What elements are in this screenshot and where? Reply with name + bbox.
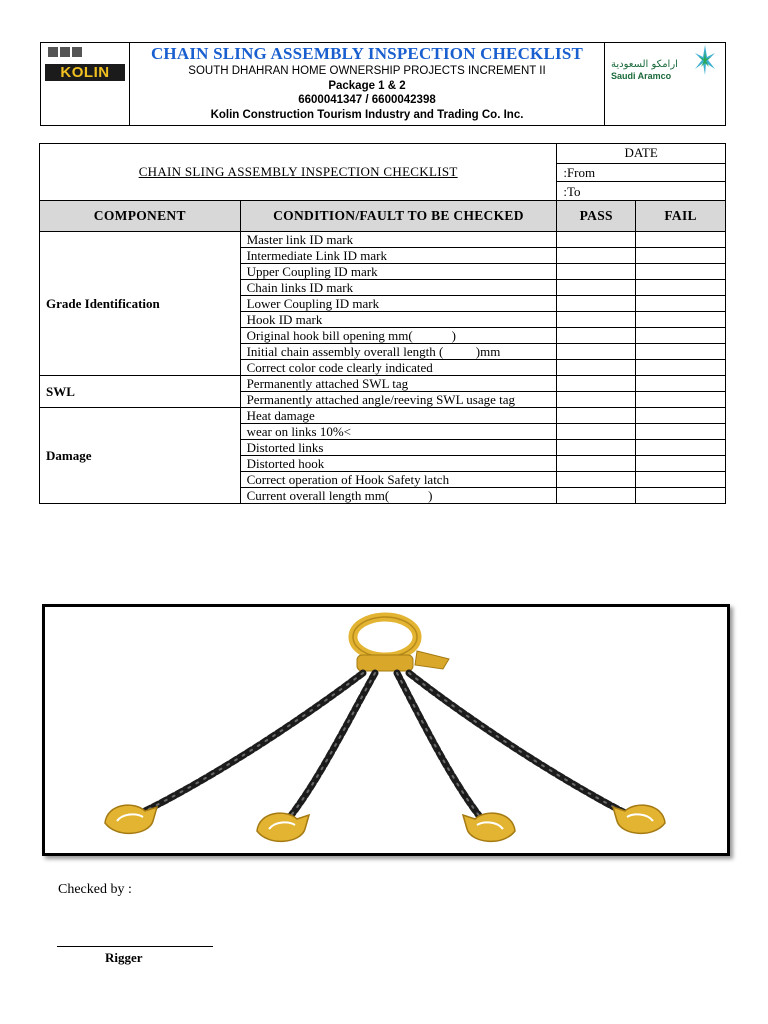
fail-cell[interactable] [636,376,726,392]
date-label: DATE [557,144,726,164]
pass-cell[interactable] [557,424,636,440]
chain-sling-illustration [45,607,727,853]
col-component: COMPONENT [40,201,241,232]
pass-cell[interactable] [557,328,636,344]
kolin-logo-text: KOLIN [45,64,125,81]
component-grade-identification: Grade Identification [40,232,241,376]
fail-cell[interactable] [636,488,726,504]
company-name: Kolin Construction Tourism Industry and Trading Co. Inc. [210,108,524,121]
condition-cell: Initial chain assembly overall length ( )mm [240,344,557,360]
fail-cell[interactable] [636,312,726,328]
fail-cell[interactable] [636,296,726,312]
fail-cell[interactable] [636,328,726,344]
aramco-english-text: Saudi Aramco [611,71,672,81]
aramco-arabic-text: ارامكو السعودية [611,59,678,70]
condition-cell: Permanently attached SWL tag [240,376,557,392]
pass-cell[interactable] [557,232,636,248]
fail-cell[interactable] [636,264,726,280]
condition-cell: Correct operation of Hook Safety latch [240,472,557,488]
fail-cell[interactable] [636,424,726,440]
pass-cell[interactable] [557,280,636,296]
kolin-logo [41,43,130,125]
saudi-aramco-logo [605,43,725,125]
header-center [130,43,605,125]
checklist-table [39,143,726,504]
condition-cell: Distorted links [240,440,557,456]
pass-cell[interactable] [557,312,636,328]
pass-cell[interactable] [557,296,636,312]
date-to-field[interactable]: :To [557,182,726,201]
aramco-star-icon [693,43,717,77]
fail-cell[interactable] [636,232,726,248]
condition-cell: Chain links ID mark [240,280,557,296]
pass-cell[interactable] [557,472,636,488]
checked-by-label: Checked by : [58,882,132,897]
hook-icon [613,805,665,833]
chain-legs [137,673,629,823]
fail-cell[interactable] [636,408,726,424]
condition-cell: Lower Coupling ID mark [240,296,557,312]
condition-cell: Distorted hook [240,456,557,472]
date-from-field[interactable]: :From [557,163,726,182]
fail-cell[interactable] [636,280,726,296]
condition-cell: Upper Coupling ID mark [240,264,557,280]
header-title: CHAIN SLING ASSEMBLY INSPECTION CHECKLIST [150,44,584,63]
document-header [40,42,726,126]
component-damage: Damage [40,408,241,504]
contract-numbers: 6600041347 / 6600042398 [298,94,436,106]
pass-cell[interactable] [557,264,636,280]
hook-icon [463,813,515,841]
pass-cell[interactable] [557,392,636,408]
fail-cell[interactable] [636,440,726,456]
pass-cell[interactable] [557,440,636,456]
fail-cell[interactable] [636,360,726,376]
col-pass: PASS [557,201,636,232]
condition-cell: Master link ID mark [240,232,557,248]
fail-cell[interactable] [636,248,726,264]
rigger-label: Rigger [105,950,143,965]
condition-cell: Current overall length mm( ) [240,488,557,504]
checklist-title: CHAIN SLING ASSEMBLY INSPECTION CHECKLIST [40,144,557,201]
fail-cell[interactable] [636,472,726,488]
fail-cell[interactable] [636,456,726,472]
pass-cell[interactable] [557,344,636,360]
pass-cell[interactable] [557,456,636,472]
col-condition: CONDITION/FAULT TO BE CHECKED [240,201,557,232]
chain-sling-image [42,604,730,856]
hook-icon [257,813,309,841]
condition-cell: wear on links 10%< [240,424,557,440]
pass-cell[interactable] [557,248,636,264]
fail-cell[interactable] [636,392,726,408]
component-swl: SWL [40,376,241,408]
package-line: Package 1 & 2 [328,79,406,92]
master-link-icon [353,617,449,671]
condition-cell: Hook ID mark [240,312,557,328]
condition-cell: Correct color code clearly indicated [240,360,557,376]
hook-icon [105,805,157,833]
condition-cell: Permanently attached angle/reeving SWL usage tag [240,392,557,408]
pass-cell[interactable] [557,360,636,376]
pass-cell[interactable] [557,488,636,504]
signature-line[interactable] [57,946,213,947]
table-row [40,376,726,392]
fail-cell[interactable] [636,344,726,360]
condition-cell: Heat damage [240,408,557,424]
table-row [40,232,726,248]
col-fail: FAIL [636,201,726,232]
condition-cell: Original hook bill opening mm( ) [240,328,557,344]
project-name: SOUTH DHAHRAN HOME OWNERSHIP PROJECTS INCREMENT II [188,65,546,77]
pass-cell[interactable] [557,376,636,392]
table-row [40,408,726,424]
condition-cell: Intermediate Link ID mark [240,248,557,264]
pass-cell[interactable] [557,408,636,424]
column-headers [40,201,726,232]
